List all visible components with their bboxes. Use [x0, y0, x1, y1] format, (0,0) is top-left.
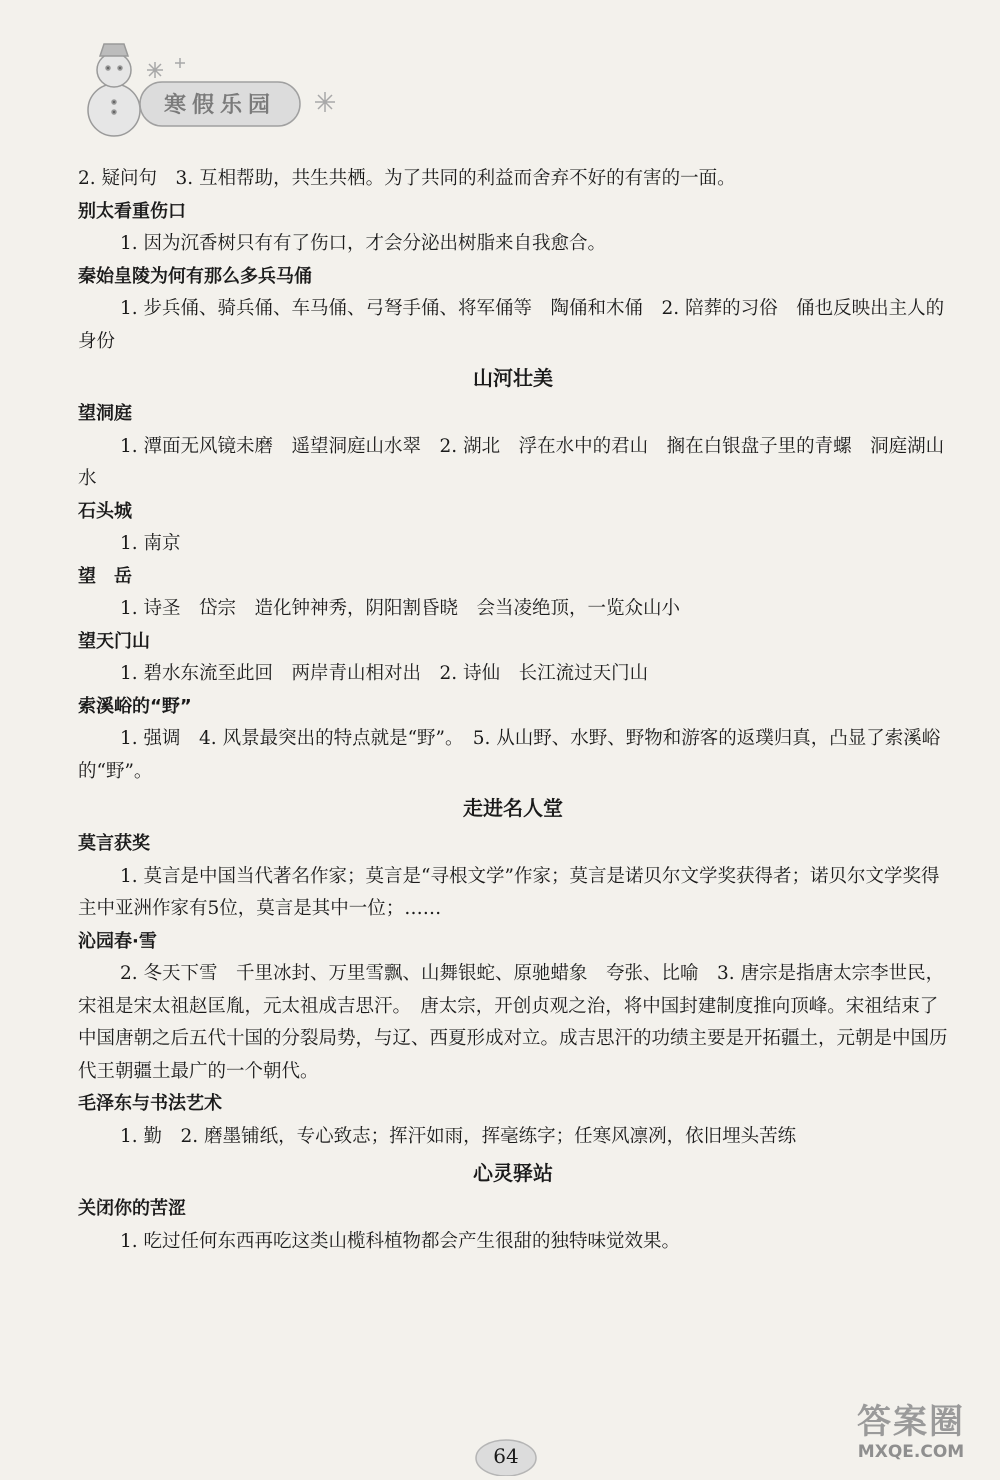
answer-line: 1. 因为沉香树只有有了伤口，才会分泌出树脂来自我愈合。	[120, 233, 607, 254]
article-title: 毛泽东与书法艺术	[78, 1093, 222, 1114]
article-title: 望洞庭	[78, 403, 132, 424]
article-title: 望天门山	[78, 630, 150, 652]
snowman-icon	[88, 44, 140, 136]
section-heading: 走进名人堂	[463, 796, 563, 820]
article-title: 石头城	[78, 500, 132, 522]
answer-line: 1. 强调 4. 风景最突出的特点就是“野”。 5. 从山野、水野、野物和游客的返璞归真，凸显了索溪峪的“野”。	[78, 728, 941, 782]
answer-line: 1. 步兵俑、骑兵俑、车马俑、弓弩手俑、将军俑等 陶俑和木俑 2. 陪葬的习俗 俑也反映出主人的身份	[78, 298, 945, 352]
page-number	[466, 1436, 546, 1476]
article-title: 沁园春·雪	[78, 930, 157, 952]
answer-line: 1. 莫言是中国当代著名作家；莫言是“寻根文学”作家；莫言是诺贝尔文学奖获得者；诺贝尔文学奖得主中亚洲作家有5位，莫言是其中一位；……	[78, 865, 940, 919]
answer-line: 1. 南京	[120, 533, 181, 554]
answer-line: 1. 诗圣 岱宗 造化钟神秀，阴阳割昏晓 会当凌绝顶，一览众山小	[120, 598, 681, 619]
answer-line: 1. 碧水东流至此回 两岸青山相对出 2. 诗仙 长江流过天门山	[120, 663, 649, 684]
answer-content	[78, 163, 948, 1258]
section-heading: 心灵驿站	[473, 1161, 553, 1185]
answer-line: 1. 吃过任何东西再吃这类山榄科植物都会产生很甜的独特味觉效果。	[120, 1230, 681, 1252]
article-title: 索溪峪的“野”	[78, 695, 192, 717]
article-title: 莫言获奖	[78, 833, 150, 854]
section-heading: 山河壮美	[473, 366, 553, 390]
watermark-text: 答案圈	[857, 1402, 965, 1442]
answer-line: 2. 冬天下雪 千里冰封、万里雪飘、山舞银蛇、原驰蜡象 夸张、比喻 3. 唐宗是指唐太宗李世民，宋祖是宋太祖赵匡胤，元太祖成吉思汗。 唐太宗，开创贞观之治，将中国封建制度推向顶峰。宋祖结束了中国唐朝之后五代十国的分裂局势，与辽、西夏形成对立。成吉思汗的功绩主要是开拓疆土，元朝是中国历代王朝疆土最广的一个朝代。	[78, 963, 948, 1082]
answer-line: 1. 潭面无风镜未磨 遥望洞庭山水翠 2. 湖北 浮在水中的君山 搁在白银盘子里的青螺 洞庭湖山水	[78, 435, 945, 489]
article-title: 关闭你的苦涩	[78, 1198, 186, 1219]
logo-text: 寒假乐园	[163, 93, 277, 118]
watermark-url: MXQE.COM	[857, 1442, 965, 1462]
article-title: 秦始皇陵为何有那么多兵马俑	[78, 265, 312, 287]
answer-line: 2. 疑问句 3. 互相帮助，共生共栖。为了共同的利益而舍弃不好的有害的一面。	[78, 168, 736, 189]
answer-line: 1. 勤 2. 磨墨铺纸，专心致志；挥汗如雨，挥毫练字；任寒风凛冽，依旧埋头苦练	[120, 1125, 797, 1147]
article-title: 别太看重伤口	[78, 200, 186, 222]
article-title: 望 岳	[78, 565, 132, 587]
header-logo	[80, 40, 380, 150]
watermark	[836, 1402, 986, 1464]
page-number-text: 64	[493, 1444, 519, 1468]
